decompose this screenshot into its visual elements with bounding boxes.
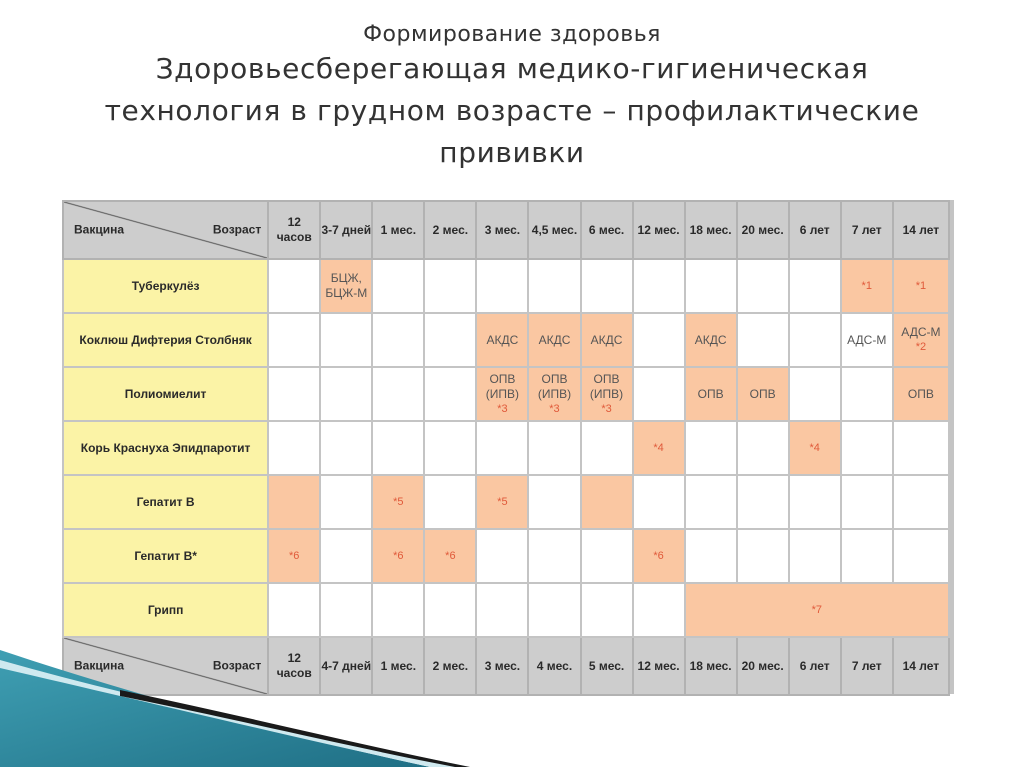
footnote-mark: *7 <box>811 604 822 616</box>
schedule-cell <box>372 421 424 475</box>
schedule-cell <box>320 421 372 475</box>
footnote-mark: *1 <box>915 280 927 292</box>
schedule-cell <box>633 475 685 529</box>
corner-age-label: Возраст <box>212 222 262 237</box>
footnote-mark: *3 <box>497 402 508 415</box>
schedule-cell <box>841 529 893 583</box>
schedule-cell <box>893 259 949 313</box>
schedule-cell <box>789 475 841 529</box>
footnote-mark: *6 <box>393 550 404 562</box>
age-header: 3-7 дней <box>320 201 372 259</box>
age-header: 7 лет <box>841 201 893 259</box>
corner-cell <box>63 201 268 259</box>
decorative-swoosh <box>0 620 1024 767</box>
vaccine-name: Туберкулёз <box>63 259 268 313</box>
age-header: 7 лет <box>841 637 893 695</box>
schedule-cell <box>424 367 476 421</box>
age-header: 12 мес. <box>633 201 685 259</box>
schedule-cell <box>633 313 685 367</box>
schedule-cell <box>320 313 372 367</box>
footnote-mark: *3 <box>601 402 612 415</box>
schedule-cell <box>737 313 789 367</box>
schedule-cell <box>528 367 580 421</box>
vaccine-name: Полиомиелит <box>63 367 268 421</box>
schedule-cell <box>268 313 320 367</box>
schedule-cell: ОПВ <box>737 367 789 421</box>
schedule-cell: АКДС <box>581 313 633 367</box>
vaccine-name: Коклюш Дифтерия Столбняк <box>63 313 268 367</box>
schedule-cell <box>841 475 893 529</box>
age-header: 20 мес. <box>737 637 789 695</box>
age-header: 3 мес. <box>476 637 528 695</box>
vaccine-code: АДС-М <box>901 325 941 339</box>
schedule-cell <box>320 529 372 583</box>
age-header: 6 лет <box>789 201 841 259</box>
footnote-mark: *4 <box>653 442 664 454</box>
title-line-1: Формирование здоровья <box>363 22 661 47</box>
schedule-cell: АКДС <box>685 313 737 367</box>
age-header: 6 лет <box>789 637 841 695</box>
schedule-cell: БЦЖ, БЦЖ-М <box>320 259 372 313</box>
schedule-cell <box>789 259 841 313</box>
title-line-2a: Здоровьесберегающая медико-гигиеническая <box>155 52 869 85</box>
schedule-cell <box>372 529 424 583</box>
schedule-cell <box>841 313 893 367</box>
schedule-cell <box>685 259 737 313</box>
table-row <box>63 529 949 583</box>
age-header: 4,5 мес. <box>528 201 580 259</box>
schedule-cell: ОПВ <box>685 367 737 421</box>
schedule-cell <box>528 475 580 529</box>
footnote-mark: *5 <box>393 496 404 508</box>
schedule-cell <box>424 529 476 583</box>
schedule-cell <box>424 259 476 313</box>
age-header: 4 мес. <box>528 637 580 695</box>
schedule-cell <box>581 259 633 313</box>
schedule-cell <box>789 367 841 421</box>
table-row <box>63 475 949 529</box>
header-row-top <box>63 201 949 259</box>
schedule-cell <box>841 259 893 313</box>
footnote-mark: *1 <box>861 280 872 292</box>
schedule-cell <box>372 313 424 367</box>
corner-age-label: Возраст <box>212 658 262 673</box>
schedule-cell <box>320 367 372 421</box>
age-header: 5 мес. <box>581 637 633 695</box>
vaccine-name: Корь Краснуха Эпидпаротит <box>63 421 268 475</box>
age-header: 12 часов <box>268 201 320 259</box>
schedule-cell <box>528 259 580 313</box>
age-header: 12 мес. <box>633 637 685 695</box>
vaccine-code: АДС-М <box>847 332 887 347</box>
schedule-cell <box>424 475 476 529</box>
vaccine-code: ОПВ (ИПВ) <box>589 371 624 401</box>
schedule-cell <box>685 421 737 475</box>
table-row <box>63 313 949 367</box>
vaccine-code: ОПВ (ИПВ) <box>485 371 520 401</box>
age-header: 20 мес. <box>737 201 789 259</box>
footnote-mark: *5 <box>497 496 508 508</box>
schedule-cell <box>581 367 633 421</box>
schedule-cell <box>633 367 685 421</box>
schedule-cell <box>685 529 737 583</box>
schedule-cell <box>424 421 476 475</box>
table-row <box>63 367 949 421</box>
age-header: 4-7 дней <box>320 637 372 695</box>
schedule-cell <box>268 259 320 313</box>
schedule-cell <box>737 475 789 529</box>
vaccine-name: Гепатит В <box>63 475 268 529</box>
age-header: 14 лет <box>893 637 949 695</box>
age-header: 18 мес. <box>685 201 737 259</box>
footnote-mark: *4 <box>809 442 820 454</box>
corner-vaccine-label: Вакцина <box>74 222 125 237</box>
footnote-mark: *6 <box>653 550 664 562</box>
schedule-cell <box>528 421 580 475</box>
schedule-cell <box>841 421 893 475</box>
schedule-cell <box>893 421 949 475</box>
schedule-cell <box>268 367 320 421</box>
schedule-cell <box>372 259 424 313</box>
schedule-cell <box>893 529 949 583</box>
schedule-cell <box>372 475 424 529</box>
schedule-cell <box>737 421 789 475</box>
footnote-mark: *6 <box>445 550 456 562</box>
schedule-cell: АКДС <box>476 313 528 367</box>
schedule-cell <box>476 529 528 583</box>
schedule-cell <box>633 259 685 313</box>
age-header: 6 мес. <box>581 201 633 259</box>
schedule-cell <box>268 529 320 583</box>
schedule-cell <box>789 529 841 583</box>
schedule-cell <box>737 259 789 313</box>
schedule-cell <box>424 313 476 367</box>
age-header: 2 мес. <box>424 201 476 259</box>
schedule-cell <box>581 529 633 583</box>
table-row <box>63 421 949 475</box>
vaccine-name: Гепатит В* <box>63 529 268 583</box>
schedule-cell <box>789 313 841 367</box>
schedule-cell <box>633 529 685 583</box>
vaccine-name: Грипп <box>63 583 268 637</box>
schedule-cell <box>476 367 528 421</box>
schedule-cell <box>685 475 737 529</box>
schedule-cell <box>268 421 320 475</box>
age-header: 18 мес. <box>685 637 737 695</box>
schedule-cell: ОПВ <box>893 367 949 421</box>
title-line-2c: прививки <box>439 136 585 169</box>
slide-title <box>0 22 1024 173</box>
schedule-cell <box>372 367 424 421</box>
schedule-cell <box>320 475 372 529</box>
vaccine-code: ОПВ (ИПВ) <box>537 371 572 401</box>
schedule-cell <box>581 421 633 475</box>
schedule-cell <box>476 475 528 529</box>
schedule-cell <box>841 367 893 421</box>
schedule-cell <box>476 421 528 475</box>
schedule-cell <box>528 529 580 583</box>
age-header: 12 часов <box>268 637 320 695</box>
schedule-cell: АКДС <box>528 313 580 367</box>
age-header: 3 мес. <box>476 201 528 259</box>
corner-vaccine-label: Вакцина <box>74 658 125 673</box>
schedule-cell <box>737 529 789 583</box>
age-header: 14 лет <box>893 201 949 259</box>
schedule-cell <box>268 475 320 529</box>
schedule-cell <box>476 259 528 313</box>
age-header: 1 мес. <box>372 637 424 695</box>
table-row <box>63 259 949 313</box>
schedule-cell <box>893 475 949 529</box>
title-line-2b: технология в грудном возрасте – профилактические <box>104 94 920 127</box>
footnote-mark: *6 <box>289 550 300 562</box>
schedule-cell <box>633 421 685 475</box>
footnote-mark: *2 <box>915 341 927 353</box>
schedule-cell <box>893 313 949 367</box>
age-header: 2 мес. <box>424 637 476 695</box>
age-header: 1 мес. <box>372 201 424 259</box>
schedule-cell <box>581 475 633 529</box>
footnote-mark: *3 <box>549 402 560 415</box>
schedule-cell <box>789 421 841 475</box>
